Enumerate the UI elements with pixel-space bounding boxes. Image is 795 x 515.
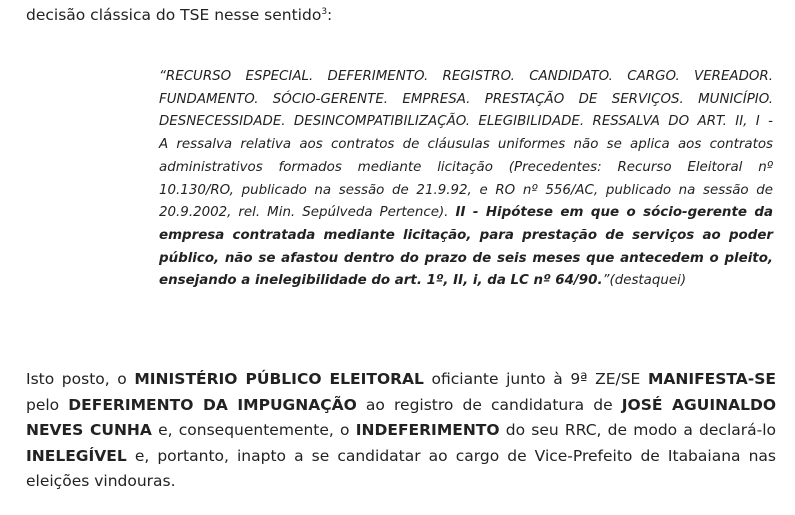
conclusion-line — [26, 393, 776, 419]
quote-line — [159, 180, 773, 203]
quote-text: administrativos formados mediante licitação (Precedentes: Recurso Eleitoral nº — [159, 159, 773, 175]
candidate-name: JOSÉ AGUINALDO — [621, 395, 776, 414]
conclusion-paragraph — [26, 367, 776, 495]
conclusion-text: Isto posto, o — [26, 370, 135, 388]
conclusion-text: oficiante junto à 9ª ZE/SE — [423, 370, 648, 388]
quote-text: “RECURSO ESPECIAL. DEFERIMENTO. REGISTRO. CANDIDATO. CARGO. VEREADOR. — [159, 69, 773, 84]
quote-line — [159, 134, 773, 157]
candidate-name: NEVES CUNHA — [26, 421, 152, 439]
intro-sentence — [26, 3, 332, 27]
quote-line — [159, 225, 773, 248]
quote-emphasis-note: ”(destaquei) — [602, 273, 687, 289]
quote-line — [159, 202, 773, 225]
quote-line — [159, 89, 773, 112]
action-keyword: MANIFESTA-SE — [647, 370, 776, 388]
quote-highlight: público, não se afastou dentro do prazo de seis meses que antecedem o pleito, — [159, 250, 773, 266]
conclusion-text: eleições vindouras. — [26, 472, 176, 490]
quote-line — [159, 248, 773, 271]
decision-keyword: INELEGÍVEL — [26, 446, 127, 465]
conclusion-line — [26, 418, 776, 444]
quote-highlight: II - Hipótese em que o sócio-gerente da — [455, 205, 773, 221]
conclusion-line — [26, 367, 776, 393]
quote-text: 20.9.2002, rel. Min. Sepúlveda Pertence). — [159, 205, 456, 221]
conclusion-text: ao registro de candidatura de — [356, 395, 622, 414]
conclusion-line — [26, 444, 776, 470]
intro-text: decisão clássica do TSE nesse sentido — [26, 6, 322, 24]
quote-highlight: empresa contratada mediante licitação, para prestação de serviços ao poder — [159, 227, 773, 243]
entity-name: MINISTÉRIO PÚBLICO ELEITORAL — [134, 370, 424, 388]
quote-line — [159, 66, 773, 89]
conclusion-line — [26, 469, 776, 495]
decision-keyword: DEFERIMENTO DA IMPUGNAÇÃO — [68, 395, 357, 414]
quote-line — [159, 270, 773, 293]
footnote-marker[interactable]: 3 — [321, 6, 328, 17]
jurisprudence-quote — [159, 66, 773, 293]
conclusion-text: e, consequentemente, o — [151, 421, 356, 439]
conclusion-text: e, portanto, inapto a se candidatar ao cargo de Vice-Prefeito de Itabaiana nas — [126, 446, 776, 465]
quote-text: 10.130/RO, publicado na sessão de 21.9.92, e RO nº 556/AC, publicado na sessão de — [159, 182, 773, 198]
intro-colon: : — [327, 6, 333, 24]
quote-line — [159, 157, 773, 180]
quote-line — [159, 111, 773, 134]
quote-text: A ressalva relativa aos contratos de cláusulas uniformes não se aplica aos contratos — [159, 137, 773, 153]
conclusion-text: pelo — [26, 395, 69, 414]
conclusion-text: do seu RRC, de modo a declará-lo — [499, 421, 777, 439]
quote-text: FUNDAMENTO. SÓCIO-GERENTE. EMPRESA. PRESTAÇÃO DE SERVIÇOS. MUNICÍPIO. — [159, 91, 773, 107]
decision-keyword: INDEFERIMENTO — [355, 421, 500, 439]
quote-highlight: ensejando a inelegibilidade do art. 1º, II, i, da LC nº 64/90. — [159, 273, 603, 289]
quote-text: DESNECESSIDADE. DESINCOMPATIBILIZAÇÃO. ELEGIBILIDADE. RESSALVA DO ART. II, I - — [159, 114, 773, 130]
